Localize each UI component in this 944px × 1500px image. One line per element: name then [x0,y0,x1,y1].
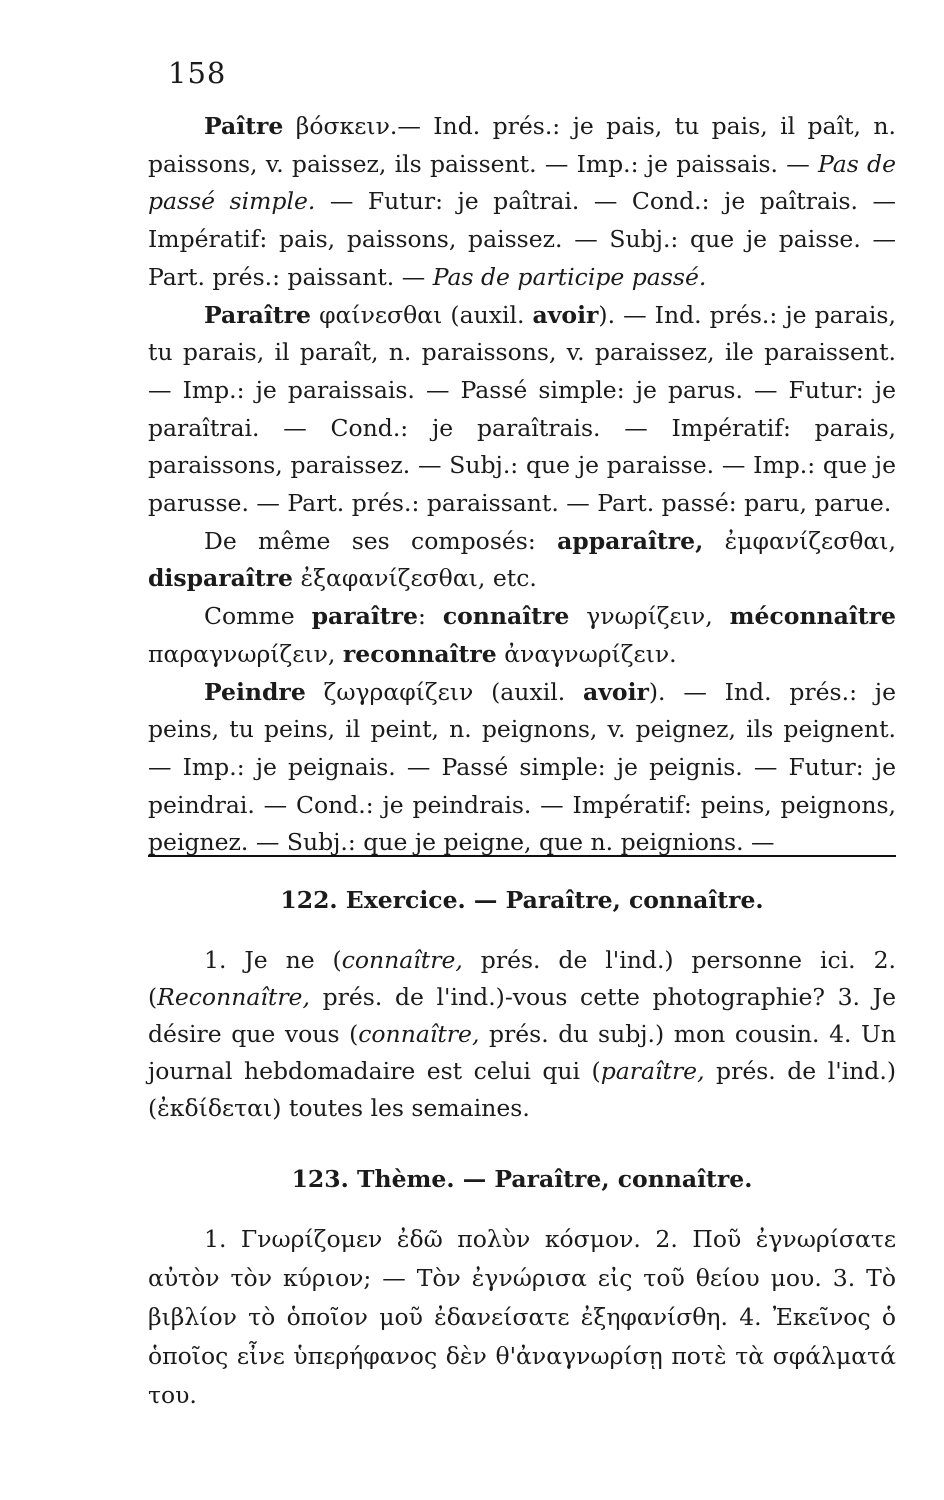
conjugation-text: — Futur: je paîtrai. — Cond.: je paîtrais. — Impératif: pais, paissons, paissez. — Subj.: que je paisse. — Part. prés.: paissant. — [148,187,896,291]
conjugation-section [148,108,896,862]
italic-note: Pas de participe passé. [432,262,707,291]
compound-verb: disparaître [148,564,293,593]
auxiliary-label: (auxil. [450,300,525,329]
greek-gloss: παραγνωρίζειν, [148,639,336,668]
greek-gloss: ἐξαφανίζεσθαι, [300,564,486,593]
conjugation-text: ). — Ind. prés.: je parais, tu parais, il paraît, n. paraissons, v. paraissez, ile paraissent. — Imp.: je paraissais. — Passé simple: je parus. — Futur: je paraîtrai. — Cond.: je paraîtrais. — Impératif: parais, paraissons, paraissez. — Subj.: que je paraisse. — Imp.: que je parusse. — Part. prés.: paraissant. — Part. passé: paru, parue. [148,300,896,518]
compound-verb: méconnaître [729,602,896,631]
greek-gloss: φαίνεσθαι [319,300,443,329]
greek-gloss: ζωγραφίζειν [323,677,474,706]
conjugation-text: — Ind. prés.: je pais, tu pais, il paît, n. paissons, v. paissez, ils paissent. — Imp.: je paissais. — [148,112,896,178]
verb-head: Peindre [204,677,306,706]
italic-note: Pas de passé simple. [148,149,896,216]
auxiliary-verb: avoir [583,677,649,706]
compound-verb: apparaître, [557,526,704,555]
entry-paitre [148,108,896,297]
compound-verb: connaître [442,602,570,631]
compound-verb: reconnaître [342,639,497,668]
verb-head: Paître [204,112,284,140]
exercise-text: 1. Je ne (connaître, prés. de l'ind.) personne ici. 2. (Reconnaître, prés. de l'ind.)-vous cette photographie? 3. Je désire que vous (connaître, prés. du subj.) mon cousin. 4. Un journal hebdomadaire est celui qui (paraître, prés. de l'ind.) (ἐκδίδεται) toutes les semaines. [148,946,896,1122]
theme-heading: 123. Thème. — Paraître, connaître. [291,1165,753,1193]
comme-line: Comme paraître: connaître γνωρίζειν, méconnaître παραγνωρίζειν, reconnaître ἀναγνωρίζειν. [148,602,896,668]
theme-text: 1. Γνωρίζομεν ἐδῶ πολὺν κόσμον. 2. Ποῦ ἐγνωρίσατε αὐτὸν τὸν κύριον; — Τὸν ἐγνώρισα εἰς τοῦ θείου μου. 3. Τὸ βιβλίον τὸ ὁποῖον μοῦ ἐδανείσατε ἐξηφανίσθη. 4. Ἐκεῖνος ὁ ὁποῖος εἶνε ὑπερήφανος δὲν θ'ἀναγνωρίσῃ ποτὲ τὰ σφάλματά του. [148,1225,896,1409]
entry-paraitre [148,297,896,523]
exercise-heading: 122. Exercice. — Paraître, connaître. [280,886,764,914]
greek-gloss: ἀναγνωρίζειν. [504,639,677,668]
auxiliary-label: (auxil. [491,677,566,706]
greek-gloss: ἐμφανίζεσθαι, [724,526,896,555]
page-number: 158 [168,56,227,90]
greek-gloss: γνωρίζειν, [586,602,713,631]
entry-peindre [148,674,896,863]
composes-line: De même ses composés: apparaître, ἐμφανίζεσθαι, disparaître ἐξαφανίζεσθαι, etc. [148,526,896,593]
compound-verb: paraître [311,602,418,631]
auxiliary-verb: avoir [532,300,599,329]
section-divider [148,855,896,857]
greek-gloss: βόσκειν. [295,112,398,140]
verb-head: Paraître [204,300,311,329]
conjugation-text: ). — Ind. prés.: je peins, tu peins, il peint, n. peignons, v. peignez, ils peignent. — Imp.: je peignais. — Passé simple: je peignis. — Futur: je peindrai. — Cond.: je peindrais. — Impératif: peins, peignons, peignez. — Subj.: que je peigne, que n. peignions. — [148,677,896,857]
